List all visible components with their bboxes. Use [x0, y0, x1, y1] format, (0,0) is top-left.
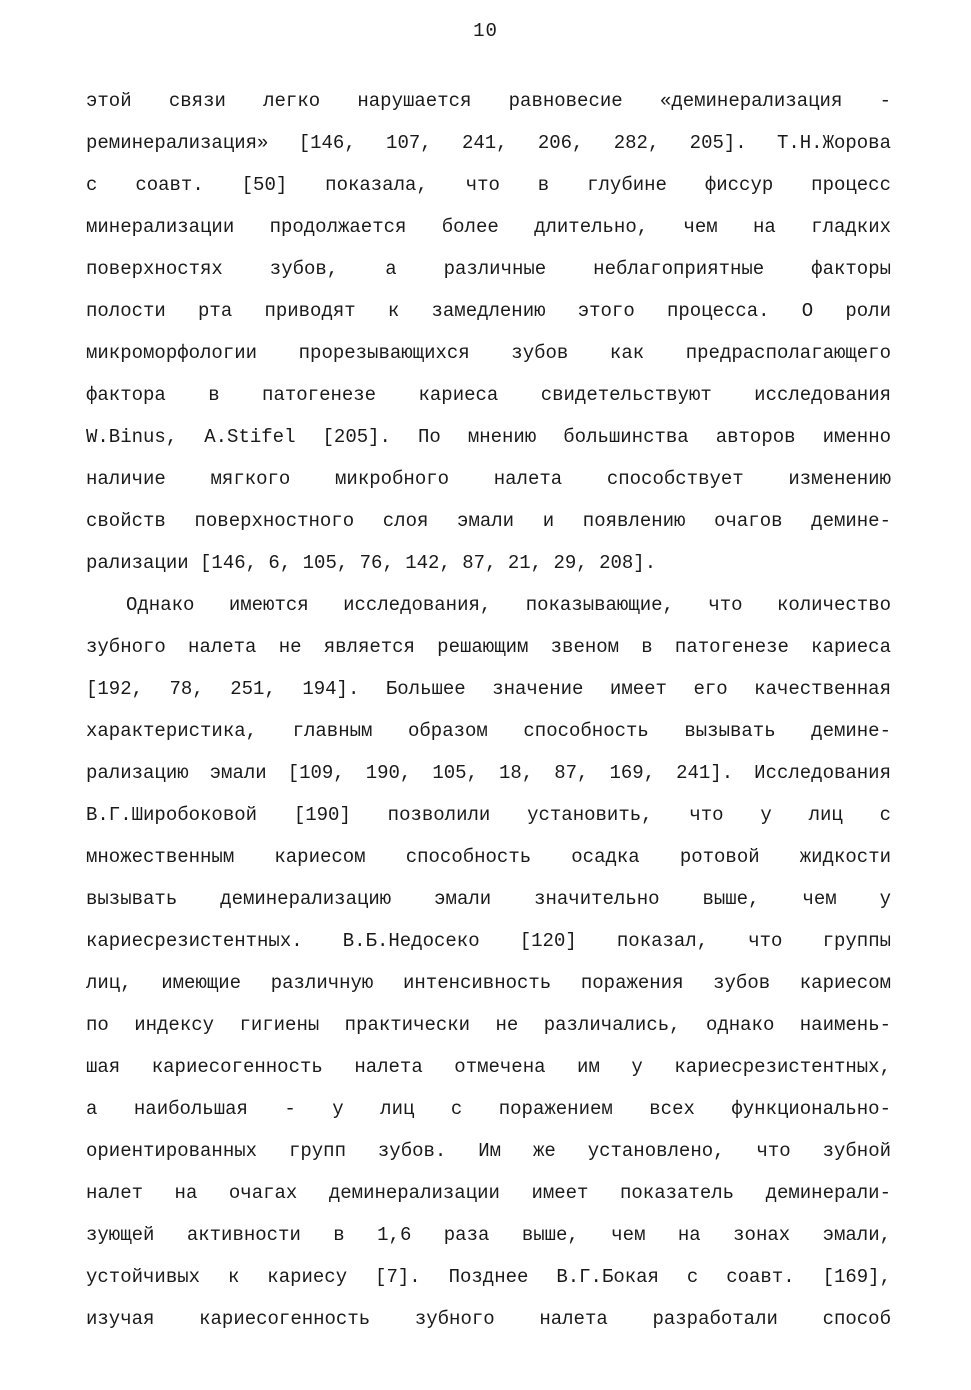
text-line: шая кариесогенность налета отмечена им у кариесрезистентных, — [86, 1056, 891, 1078]
text-line: В.Г.Широбоковой [190] позволили установить, что у лиц с — [86, 804, 891, 826]
text-line: лиц, имеющие различную интенсивность поражения зубов кариесом — [86, 972, 891, 994]
paragraph — [86, 584, 891, 1340]
text-line: зубного налета не является решающим звеном в патогенезе кариеса — [86, 636, 891, 658]
text-line: с соавт. [50] показала, что в глубине фиссур процесс — [86, 174, 891, 196]
text-line: [192, 78, 251, 194]. Большее значение имеет его качественная — [86, 678, 891, 700]
text-line: ориентированных групп зубов. Им же установлено, что зубной — [86, 1140, 891, 1162]
body-text — [86, 80, 891, 1340]
text-line: наличие мягкого микробного налета способствует изменению — [86, 468, 891, 490]
page-number: 10 — [473, 20, 498, 42]
text-line: устойчивых к кариесу [7]. Позднее В.Г.Бокая с соавт. [169], — [86, 1266, 891, 1288]
text-line: реминерализация» [146, 107, 241, 206, 282, 205]. Т.Н.Жорова — [86, 132, 891, 154]
text-line: Однако имеются исследования, показывающие, что количество — [126, 594, 891, 616]
text-line: рализацию эмали [109, 190, 105, 18, 87, 169, 241]. Исследования — [86, 762, 891, 784]
paragraph — [86, 80, 891, 584]
text-line: множественным кариесом способность осадка ротовой жидкости — [86, 846, 891, 868]
text-line: W.Binus, A.Stifel [205]. По мнению большинства авторов именно — [86, 426, 891, 448]
text-line: по индексу гигиены практически не различались, однако наимень- — [86, 1014, 891, 1036]
text-line: свойств поверхностного слоя эмали и появлению очагов демине- — [86, 510, 891, 532]
text-line: характеристика, главным образом способность вызывать демине- — [86, 720, 891, 742]
text-line: изучая кариесогенность зубного налета разработали способ — [86, 1308, 891, 1330]
text-line: минерализации продолжается более длительно, чем на гладких — [86, 216, 891, 238]
text-line: полости рта приводят к замедлению этого процесса. О роли — [86, 300, 891, 322]
text-line: рализации [146, 6, 105, 76, 142, 87, 21, 29, 208]. — [86, 552, 657, 574]
text-line: поверхностях зубов, а различные неблагоприятные факторы — [86, 258, 891, 280]
text-line: а наибольшая - у лиц с поражением всех функционально- — [86, 1098, 891, 1120]
text-line: зующей активности в 1,6 раза выше, чем на зонах эмали, — [86, 1224, 891, 1246]
text-line: налет на очагах деминерализации имеет показатель деминерали- — [86, 1182, 891, 1204]
text-line: этой связи легко нарушается равновесие «деминерализация - — [86, 90, 891, 112]
text-line: вызывать деминерализацию эмали значительно выше, чем у — [86, 888, 891, 910]
text-line: кариесрезистентных. В.Б.Недосеко [120] показал, что группы — [86, 930, 891, 952]
text-line: фактора в патогенезе кариеса свидетельствуют исследования — [86, 384, 891, 406]
text-line: микроморфологии прорезывающихся зубов как предрасполагающего — [86, 342, 891, 364]
